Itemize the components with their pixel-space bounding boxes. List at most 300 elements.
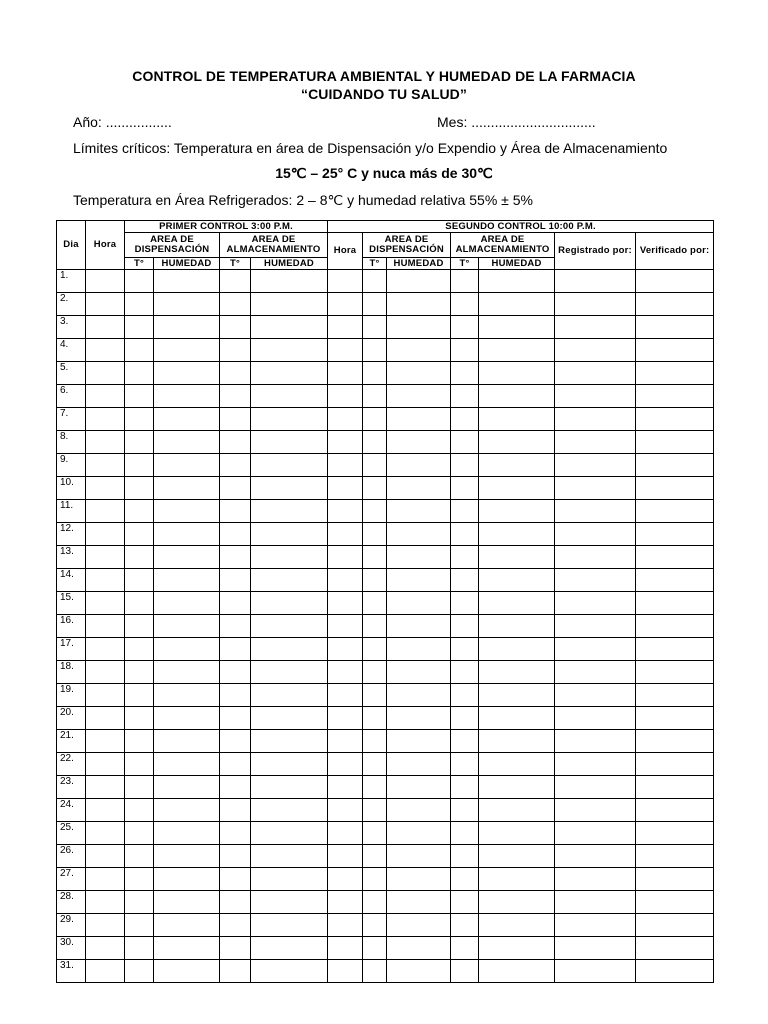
entry-cell[interactable]	[220, 707, 251, 730]
entry-cell[interactable]	[154, 845, 220, 868]
entry-cell[interactable]	[555, 385, 636, 408]
entry-cell[interactable]	[86, 776, 125, 799]
entry-cell[interactable]	[451, 454, 479, 477]
entry-cell[interactable]	[479, 270, 555, 293]
entry-cell[interactable]	[387, 431, 451, 454]
entry-cell[interactable]	[451, 776, 479, 799]
entry-cell[interactable]	[86, 684, 125, 707]
entry-cell[interactable]	[387, 799, 451, 822]
entry-cell[interactable]	[328, 845, 363, 868]
entry-cell[interactable]	[363, 707, 387, 730]
entry-cell[interactable]	[363, 523, 387, 546]
entry-cell[interactable]	[251, 937, 328, 960]
entry-cell[interactable]	[251, 270, 328, 293]
entry-cell[interactable]	[328, 592, 363, 615]
entry-cell[interactable]	[555, 638, 636, 661]
entry-cell[interactable]	[125, 615, 154, 638]
entry-cell[interactable]	[451, 937, 479, 960]
entry-cell[interactable]	[555, 408, 636, 431]
entry-cell[interactable]	[363, 500, 387, 523]
entry-cell[interactable]	[555, 753, 636, 776]
entry-cell[interactable]	[451, 960, 479, 983]
entry-cell[interactable]	[479, 500, 555, 523]
entry-cell[interactable]	[328, 523, 363, 546]
entry-cell[interactable]	[387, 707, 451, 730]
entry-cell[interactable]	[86, 822, 125, 845]
entry-cell[interactable]	[220, 293, 251, 316]
entry-cell[interactable]	[125, 500, 154, 523]
entry-cell[interactable]	[479, 638, 555, 661]
entry-cell[interactable]	[363, 822, 387, 845]
entry-cell[interactable]	[154, 270, 220, 293]
entry-cell[interactable]	[451, 592, 479, 615]
entry-cell[interactable]	[328, 362, 363, 385]
entry-cell[interactable]	[363, 868, 387, 891]
entry-cell[interactable]	[636, 615, 714, 638]
entry-cell[interactable]	[387, 408, 451, 431]
entry-cell[interactable]	[636, 477, 714, 500]
entry-cell[interactable]	[387, 914, 451, 937]
entry-cell[interactable]	[154, 293, 220, 316]
entry-cell[interactable]	[328, 684, 363, 707]
entry-cell[interactable]	[328, 914, 363, 937]
entry-cell[interactable]	[636, 339, 714, 362]
entry-cell[interactable]	[387, 500, 451, 523]
entry-cell[interactable]	[636, 523, 714, 546]
entry-cell[interactable]	[220, 615, 251, 638]
entry-cell[interactable]	[451, 408, 479, 431]
entry-cell[interactable]	[451, 799, 479, 822]
entry-cell[interactable]	[555, 500, 636, 523]
entry-cell[interactable]	[154, 799, 220, 822]
entry-cell[interactable]	[555, 431, 636, 454]
entry-cell[interactable]	[636, 914, 714, 937]
entry-cell[interactable]	[363, 684, 387, 707]
entry-cell[interactable]	[479, 914, 555, 937]
entry-cell[interactable]	[636, 569, 714, 592]
entry-cell[interactable]	[451, 385, 479, 408]
entry-cell[interactable]	[451, 339, 479, 362]
entry-cell[interactable]	[555, 293, 636, 316]
entry-cell[interactable]	[555, 891, 636, 914]
entry-cell[interactable]	[220, 477, 251, 500]
entry-cell[interactable]	[479, 891, 555, 914]
entry-cell[interactable]	[86, 408, 125, 431]
entry-cell[interactable]	[125, 270, 154, 293]
entry-cell[interactable]	[125, 891, 154, 914]
entry-cell[interactable]	[154, 684, 220, 707]
entry-cell[interactable]	[220, 362, 251, 385]
entry-cell[interactable]	[363, 408, 387, 431]
entry-cell[interactable]	[328, 615, 363, 638]
entry-cell[interactable]	[220, 960, 251, 983]
entry-cell[interactable]	[451, 753, 479, 776]
entry-cell[interactable]	[220, 270, 251, 293]
entry-cell[interactable]	[251, 385, 328, 408]
entry-cell[interactable]	[451, 477, 479, 500]
entry-cell[interactable]	[387, 753, 451, 776]
entry-cell[interactable]	[125, 960, 154, 983]
entry-cell[interactable]	[636, 753, 714, 776]
entry-cell[interactable]	[363, 937, 387, 960]
entry-cell[interactable]	[363, 362, 387, 385]
entry-cell[interactable]	[251, 891, 328, 914]
entry-cell[interactable]	[479, 776, 555, 799]
entry-cell[interactable]	[86, 385, 125, 408]
entry-cell[interactable]	[125, 362, 154, 385]
entry-cell[interactable]	[251, 914, 328, 937]
entry-cell[interactable]	[220, 523, 251, 546]
entry-cell[interactable]	[125, 937, 154, 960]
entry-cell[interactable]	[636, 684, 714, 707]
entry-cell[interactable]	[125, 914, 154, 937]
entry-cell[interactable]	[125, 868, 154, 891]
entry-cell[interactable]	[154, 937, 220, 960]
entry-cell[interactable]	[220, 730, 251, 753]
entry-cell[interactable]	[555, 661, 636, 684]
entry-cell[interactable]	[86, 569, 125, 592]
entry-cell[interactable]	[251, 753, 328, 776]
entry-cell[interactable]	[86, 477, 125, 500]
entry-cell[interactable]	[328, 868, 363, 891]
entry-cell[interactable]	[636, 638, 714, 661]
entry-cell[interactable]	[220, 316, 251, 339]
entry-cell[interactable]	[387, 730, 451, 753]
entry-cell[interactable]	[555, 914, 636, 937]
entry-cell[interactable]	[328, 385, 363, 408]
entry-cell[interactable]	[636, 500, 714, 523]
entry-cell[interactable]	[451, 615, 479, 638]
entry-cell[interactable]	[363, 638, 387, 661]
entry-cell[interactable]	[251, 822, 328, 845]
entry-cell[interactable]	[328, 454, 363, 477]
entry-cell[interactable]	[451, 707, 479, 730]
entry-cell[interactable]	[387, 960, 451, 983]
entry-cell[interactable]	[154, 914, 220, 937]
entry-cell[interactable]	[154, 500, 220, 523]
entry-cell[interactable]	[555, 776, 636, 799]
entry-cell[interactable]	[328, 661, 363, 684]
entry-cell[interactable]	[220, 776, 251, 799]
entry-cell[interactable]	[387, 339, 451, 362]
entry-cell[interactable]	[125, 477, 154, 500]
entry-cell[interactable]	[251, 316, 328, 339]
entry-cell[interactable]	[86, 431, 125, 454]
entry-cell[interactable]	[451, 891, 479, 914]
entry-cell[interactable]	[251, 546, 328, 569]
entry-cell[interactable]	[636, 960, 714, 983]
entry-cell[interactable]	[220, 753, 251, 776]
entry-cell[interactable]	[555, 270, 636, 293]
entry-cell[interactable]	[636, 822, 714, 845]
entry-cell[interactable]	[363, 339, 387, 362]
entry-cell[interactable]	[86, 523, 125, 546]
entry-cell[interactable]	[154, 546, 220, 569]
entry-cell[interactable]	[251, 845, 328, 868]
entry-cell[interactable]	[636, 707, 714, 730]
entry-cell[interactable]	[555, 316, 636, 339]
entry-cell[interactable]	[154, 316, 220, 339]
entry-cell[interactable]	[479, 339, 555, 362]
entry-cell[interactable]	[363, 960, 387, 983]
entry-cell[interactable]	[86, 937, 125, 960]
entry-cell[interactable]	[251, 707, 328, 730]
entry-cell[interactable]	[251, 868, 328, 891]
entry-cell[interactable]	[154, 592, 220, 615]
entry-cell[interactable]	[86, 339, 125, 362]
entry-cell[interactable]	[363, 615, 387, 638]
entry-cell[interactable]	[220, 546, 251, 569]
entry-cell[interactable]	[154, 454, 220, 477]
entry-cell[interactable]	[328, 339, 363, 362]
entry-cell[interactable]	[363, 592, 387, 615]
entry-cell[interactable]	[451, 730, 479, 753]
entry-cell[interactable]	[86, 753, 125, 776]
entry-cell[interactable]	[125, 431, 154, 454]
entry-cell[interactable]	[363, 431, 387, 454]
entry-cell[interactable]	[154, 385, 220, 408]
entry-cell[interactable]	[86, 914, 125, 937]
entry-cell[interactable]	[479, 684, 555, 707]
entry-cell[interactable]	[251, 408, 328, 431]
entry-cell[interactable]	[387, 385, 451, 408]
entry-cell[interactable]	[154, 408, 220, 431]
entry-cell[interactable]	[125, 385, 154, 408]
entry-cell[interactable]	[555, 592, 636, 615]
entry-cell[interactable]	[328, 776, 363, 799]
entry-cell[interactable]	[387, 477, 451, 500]
entry-cell[interactable]	[451, 661, 479, 684]
entry-cell[interactable]	[251, 730, 328, 753]
entry-cell[interactable]	[328, 500, 363, 523]
entry-cell[interactable]	[387, 569, 451, 592]
entry-cell[interactable]	[451, 868, 479, 891]
entry-cell[interactable]	[251, 799, 328, 822]
entry-cell[interactable]	[154, 431, 220, 454]
entry-cell[interactable]	[555, 822, 636, 845]
entry-cell[interactable]	[387, 454, 451, 477]
entry-cell[interactable]	[387, 615, 451, 638]
entry-cell[interactable]	[479, 707, 555, 730]
entry-cell[interactable]	[125, 592, 154, 615]
entry-cell[interactable]	[154, 868, 220, 891]
entry-cell[interactable]	[220, 845, 251, 868]
entry-cell[interactable]	[86, 707, 125, 730]
entry-cell[interactable]	[251, 454, 328, 477]
entry-cell[interactable]	[251, 477, 328, 500]
entry-cell[interactable]	[251, 431, 328, 454]
entry-cell[interactable]	[86, 362, 125, 385]
entry-cell[interactable]	[328, 270, 363, 293]
entry-cell[interactable]	[555, 569, 636, 592]
entry-cell[interactable]	[363, 316, 387, 339]
entry-cell[interactable]	[328, 937, 363, 960]
entry-cell[interactable]	[555, 730, 636, 753]
entry-cell[interactable]	[555, 546, 636, 569]
entry-cell[interactable]	[479, 868, 555, 891]
entry-cell[interactable]	[220, 500, 251, 523]
entry-cell[interactable]	[451, 845, 479, 868]
entry-cell[interactable]	[555, 523, 636, 546]
entry-cell[interactable]	[387, 822, 451, 845]
entry-cell[interactable]	[479, 362, 555, 385]
entry-cell[interactable]	[363, 914, 387, 937]
entry-cell[interactable]	[636, 362, 714, 385]
entry-cell[interactable]	[125, 776, 154, 799]
entry-cell[interactable]	[251, 615, 328, 638]
entry-cell[interactable]	[251, 293, 328, 316]
entry-cell[interactable]	[328, 753, 363, 776]
entry-cell[interactable]	[479, 431, 555, 454]
entry-cell[interactable]	[86, 891, 125, 914]
entry-cell[interactable]	[86, 960, 125, 983]
entry-cell[interactable]	[328, 293, 363, 316]
entry-cell[interactable]	[451, 822, 479, 845]
entry-cell[interactable]	[636, 431, 714, 454]
entry-cell[interactable]	[125, 684, 154, 707]
entry-cell[interactable]	[154, 523, 220, 546]
entry-cell[interactable]	[154, 776, 220, 799]
entry-cell[interactable]	[125, 661, 154, 684]
entry-cell[interactable]	[220, 891, 251, 914]
entry-cell[interactable]	[220, 937, 251, 960]
entry-cell[interactable]	[220, 569, 251, 592]
entry-cell[interactable]	[86, 638, 125, 661]
entry-cell[interactable]	[220, 914, 251, 937]
entry-cell[interactable]	[555, 684, 636, 707]
entry-cell[interactable]	[328, 431, 363, 454]
entry-cell[interactable]	[328, 638, 363, 661]
entry-cell[interactable]	[387, 270, 451, 293]
entry-cell[interactable]	[636, 845, 714, 868]
entry-cell[interactable]	[251, 362, 328, 385]
entry-cell[interactable]	[387, 776, 451, 799]
entry-cell[interactable]	[86, 730, 125, 753]
entry-cell[interactable]	[125, 523, 154, 546]
entry-cell[interactable]	[479, 937, 555, 960]
entry-cell[interactable]	[451, 500, 479, 523]
entry-cell[interactable]	[154, 960, 220, 983]
entry-cell[interactable]	[251, 523, 328, 546]
entry-cell[interactable]	[251, 684, 328, 707]
entry-cell[interactable]	[363, 293, 387, 316]
entry-cell[interactable]	[479, 523, 555, 546]
entry-cell[interactable]	[636, 546, 714, 569]
entry-cell[interactable]	[636, 937, 714, 960]
entry-cell[interactable]	[363, 546, 387, 569]
entry-cell[interactable]	[328, 477, 363, 500]
entry-cell[interactable]	[86, 546, 125, 569]
entry-cell[interactable]	[451, 638, 479, 661]
entry-cell[interactable]	[363, 730, 387, 753]
entry-cell[interactable]	[154, 477, 220, 500]
entry-cell[interactable]	[86, 615, 125, 638]
entry-cell[interactable]	[555, 937, 636, 960]
entry-cell[interactable]	[86, 293, 125, 316]
entry-cell[interactable]	[86, 592, 125, 615]
entry-cell[interactable]	[154, 339, 220, 362]
entry-cell[interactable]	[220, 454, 251, 477]
entry-cell[interactable]	[220, 638, 251, 661]
entry-cell[interactable]	[328, 707, 363, 730]
entry-cell[interactable]	[154, 707, 220, 730]
entry-cell[interactable]	[555, 477, 636, 500]
entry-cell[interactable]	[555, 960, 636, 983]
entry-cell[interactable]	[636, 408, 714, 431]
entry-cell[interactable]	[220, 431, 251, 454]
entry-cell[interactable]	[555, 799, 636, 822]
entry-cell[interactable]	[328, 316, 363, 339]
entry-cell[interactable]	[451, 270, 479, 293]
entry-cell[interactable]	[479, 454, 555, 477]
entry-cell[interactable]	[86, 661, 125, 684]
entry-cell[interactable]	[451, 684, 479, 707]
entry-cell[interactable]	[363, 661, 387, 684]
entry-cell[interactable]	[479, 569, 555, 592]
entry-cell[interactable]	[251, 569, 328, 592]
entry-cell[interactable]	[555, 339, 636, 362]
entry-cell[interactable]	[125, 822, 154, 845]
entry-cell[interactable]	[363, 270, 387, 293]
entry-cell[interactable]	[479, 799, 555, 822]
entry-cell[interactable]	[86, 500, 125, 523]
entry-cell[interactable]	[86, 270, 125, 293]
entry-cell[interactable]	[154, 753, 220, 776]
entry-cell[interactable]	[363, 385, 387, 408]
entry-cell[interactable]	[251, 960, 328, 983]
entry-cell[interactable]	[154, 638, 220, 661]
entry-cell[interactable]	[125, 799, 154, 822]
entry-cell[interactable]	[251, 339, 328, 362]
entry-cell[interactable]	[251, 661, 328, 684]
entry-cell[interactable]	[451, 569, 479, 592]
entry-cell[interactable]	[636, 776, 714, 799]
entry-cell[interactable]	[555, 845, 636, 868]
entry-cell[interactable]	[479, 592, 555, 615]
entry-cell[interactable]	[125, 316, 154, 339]
entry-cell[interactable]	[220, 822, 251, 845]
entry-cell[interactable]	[328, 546, 363, 569]
entry-cell[interactable]	[636, 293, 714, 316]
entry-cell[interactable]	[479, 661, 555, 684]
entry-cell[interactable]	[451, 293, 479, 316]
entry-cell[interactable]	[479, 960, 555, 983]
entry-cell[interactable]	[451, 546, 479, 569]
entry-cell[interactable]	[154, 661, 220, 684]
entry-cell[interactable]	[451, 523, 479, 546]
entry-cell[interactable]	[328, 799, 363, 822]
entry-cell[interactable]	[154, 615, 220, 638]
entry-cell[interactable]	[555, 615, 636, 638]
entry-cell[interactable]	[328, 569, 363, 592]
entry-cell[interactable]	[125, 707, 154, 730]
entry-cell[interactable]	[479, 385, 555, 408]
entry-cell[interactable]	[479, 822, 555, 845]
entry-cell[interactable]	[125, 408, 154, 431]
entry-cell[interactable]	[636, 661, 714, 684]
entry-cell[interactable]	[555, 362, 636, 385]
entry-cell[interactable]	[555, 707, 636, 730]
entry-cell[interactable]	[636, 799, 714, 822]
entry-cell[interactable]	[125, 845, 154, 868]
entry-cell[interactable]	[86, 845, 125, 868]
entry-cell[interactable]	[86, 799, 125, 822]
entry-cell[interactable]	[555, 454, 636, 477]
entry-cell[interactable]	[479, 730, 555, 753]
entry-cell[interactable]	[251, 592, 328, 615]
entry-cell[interactable]	[363, 454, 387, 477]
entry-cell[interactable]	[387, 937, 451, 960]
